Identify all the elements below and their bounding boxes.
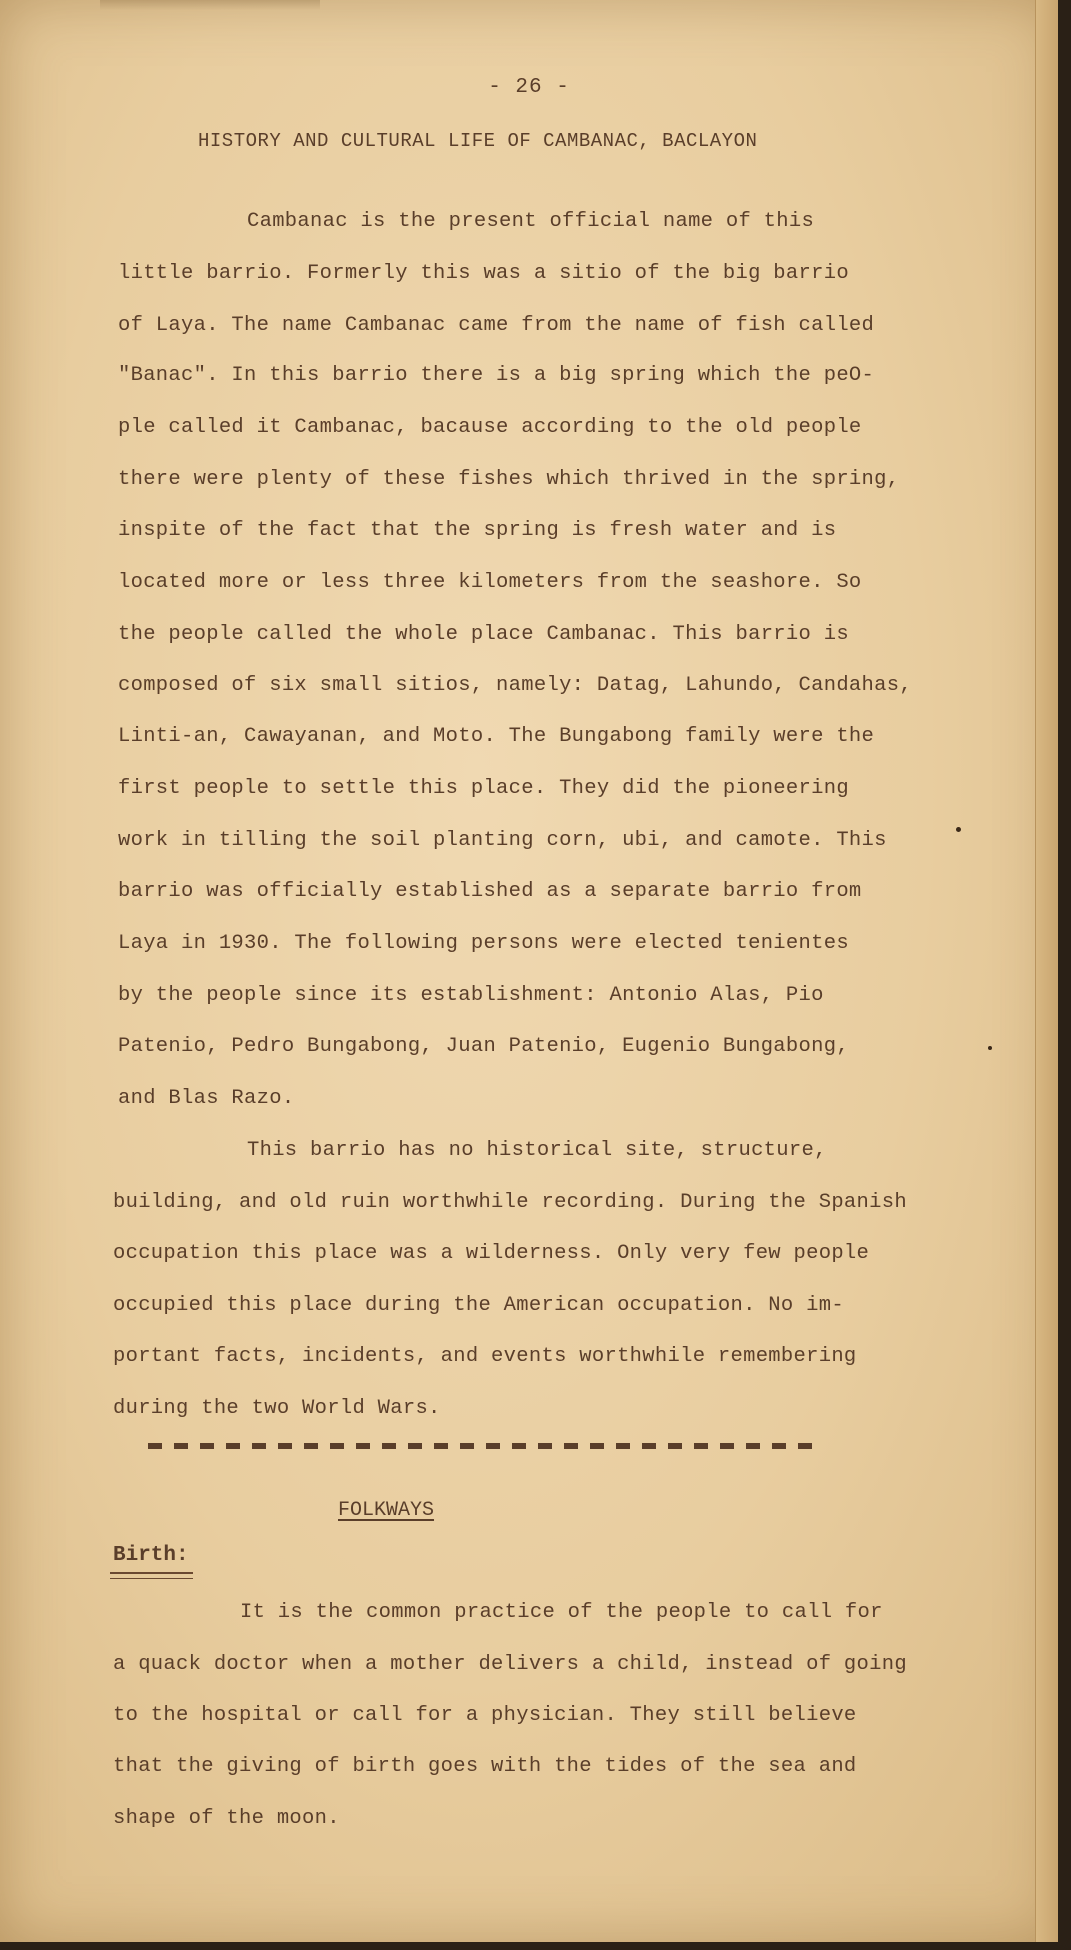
text-line: It is the common practice of the people to call for	[240, 1601, 883, 1624]
paper-stain	[100, 0, 320, 10]
text-line: portant facts, incidents, and events worthwhile remembering	[113, 1345, 857, 1368]
text-line: first people to settle this place. They did the pioneering	[118, 777, 849, 800]
text-line: shape of the moon.	[113, 1807, 340, 1830]
text-line: and Blas Razo.	[118, 1087, 295, 1110]
text-line: "Banac". In this barrio there is a big spring which the peO-	[118, 364, 875, 387]
text-line: little barrio. Formerly this was a sitio of the big barrio	[118, 262, 849, 285]
subheading-birth: Birth:	[113, 1544, 189, 1567]
page-number: - 26 -	[488, 76, 570, 99]
ink-speck	[956, 827, 961, 832]
text-line: that the giving of birth goes with the tides of the sea and	[113, 1755, 857, 1778]
text-line: by the people since its establishment: Antonio Alas, Pio	[118, 984, 824, 1007]
text-line: ple called it Cambanac, bacause according to the old people	[118, 416, 862, 439]
text-line: the people called the whole place Cambanac. This barrio is	[118, 623, 849, 646]
text-line: a quack doctor when a mother delivers a child, instead of going	[113, 1653, 907, 1676]
text-line: composed of six small sitios, namely: Datag, Lahundo, Candahas,	[118, 674, 912, 697]
text-line: Linti-an, Cawayanan, and Moto. The Bungabong family were the	[118, 725, 875, 748]
text-line: inspite of the fact that the spring is fresh water and is	[118, 519, 837, 542]
text-line: located more or less three kilometers from the seashore. So	[118, 571, 862, 594]
text-line: This barrio has no historical site, structure,	[247, 1139, 827, 1162]
ink-speck	[988, 1046, 992, 1050]
text-line: Patenio, Pedro Bungabong, Juan Patenio, Eugenio Bungabong,	[118, 1035, 849, 1058]
subheading-underline	[110, 1572, 193, 1579]
page-title: HISTORY AND CULTURAL LIFE OF CAMBANAC, BACLAYON	[198, 130, 758, 152]
text-line: Cambanac is the present official name of this	[247, 210, 815, 233]
text-line: Laya in 1930. The following persons were elected tenientes	[118, 932, 849, 955]
text-line: occupation this place was a wilderness. Only very few people	[113, 1242, 870, 1265]
text-line: occupied this place during the American occupation. No im-	[113, 1294, 844, 1317]
text-line: work in tilling the soil planting corn, ubi, and camote. This	[118, 829, 887, 852]
text-line: there were plenty of these fishes which thrived in the spring,	[118, 468, 900, 491]
text-line: to the hospital or call for a physician. They still believe	[113, 1704, 857, 1727]
paper-fold-edge	[1035, 0, 1058, 1942]
text-line: during the two World Wars.	[113, 1397, 441, 1420]
text-line: of Laya. The name Cambanac came from the name of fish called	[118, 314, 875, 337]
text-line: building, and old ruin worthwhile recording. During the Spanish	[113, 1191, 907, 1214]
section-heading-folkways: FOLKWAYS	[338, 1499, 435, 1522]
text-line: barrio was officially established as a separate barrio from	[118, 880, 862, 903]
section-divider	[148, 1443, 824, 1449]
